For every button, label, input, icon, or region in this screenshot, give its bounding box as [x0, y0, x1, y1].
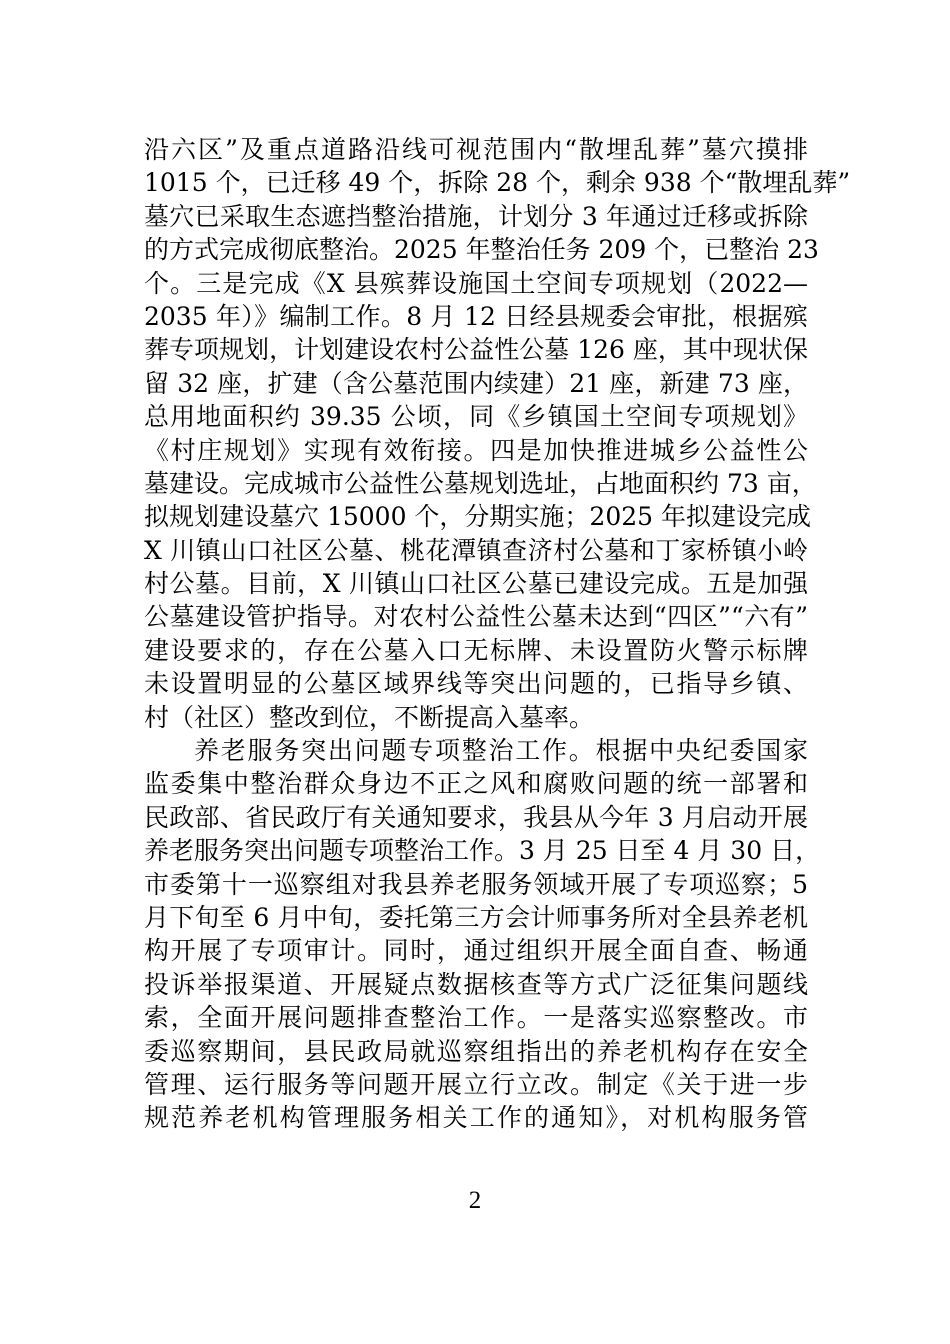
paragraph-heading-line: 养老服务突出问题专项整治工作。根据中央纪委国家 [194, 736, 808, 766]
text-line: 构开展了专项审计。同时，通过组织开展全面自查、畅通 [144, 936, 808, 966]
text-line: 葬专项规划，计划建设农村公益性公墓 126 座，其中现状保 [144, 335, 808, 365]
text-line: 的方式完成彻底整治。2025 年整治任务 209 个，已整治 23 [144, 235, 819, 265]
text-line: 监委集中整治群众身边不正之风和腐败问题的统一部署和 [144, 769, 808, 799]
text-line: 建设要求的，存在公墓入口无标牌、未设置防火警示标牌 [144, 635, 808, 665]
text-line: 《村庄规划》实现有效衔接。四是加快推进城乡公益性公 [144, 435, 808, 465]
text-line: 未设置明显的公墓区域界线等突出问题的，已指导乡镇、 [144, 669, 808, 699]
text-line: 留 32 座，扩建（含公墓范围内续建）21 座，新建 73 座， [144, 368, 808, 398]
text-line: 总用地面积约 39.35 公顷，同《乡镇国土空间专项规划》 [144, 402, 808, 432]
text-line: 村（社区）整改到位，不断提高入墓率。 [144, 702, 595, 732]
text-line: 市委第十一巡察组对我县养老服务领域开展了专项巡察；5 [144, 869, 808, 899]
text-line: 养老服务突出问题专项整治工作。3 月 25 日至 4 月 30 日， [144, 836, 821, 866]
text-line: 委巡察期间，县民政局就巡察组指出的养老机构存在安全 [144, 1036, 808, 1066]
text-line: 规范养老机构管理服务相关工作的通知》，对机构服务管 [144, 1103, 808, 1133]
text-line: 墓建设。完成城市公益性公墓规划选址，占地面积约 73 亩， [144, 468, 817, 498]
text-line: 公墓建设管护指导。对农村公益性公墓未达到“四区”“六有” [144, 602, 808, 632]
text-line: 索，全面开展问题排查整治工作。一是落实巡察整改。市 [144, 1003, 808, 1033]
text-line: 投诉举报渠道、开展疑点数据核查等方式广泛征集问题线 [144, 969, 808, 999]
text-line: 2035 年）》编制工作。8 月 12 日经县规委会审批，根据殡 [144, 301, 808, 331]
text-line: 管理、运行服务等问题开展立行立改。制定《关于进一步 [144, 1069, 808, 1099]
text-line: 沿六区”及重点道路沿线可视范围内“散埋乱葬”墓穴摸排 [144, 135, 808, 164]
text-line: 月下旬至 6 月中旬，委托第三方会计师事务所对全县养老机 [144, 902, 808, 932]
body-text [144, 133, 851, 1135]
page-number: 2 [468, 1187, 482, 1214]
text-line: 1015 个，已迁移 49 个，拆除 28 个，剩余 938 个“散埋乱葬” [144, 168, 851, 198]
text-line: 墓穴已采取生态遮挡整治措施，计划分 3 年通过迁移或拆除 [144, 201, 808, 231]
text-line: 民政部、省民政厅有关通知要求，我县从今年 3 月启动开展 [144, 802, 808, 832]
text-line: 拟规划建设墓穴 15000 个，分期实施；2025 年拟建设完成 [144, 502, 811, 532]
text-line: 个。三是完成《X 县殡葬设施国土空间专项规划（2022— [144, 268, 808, 298]
text-line: 村公墓。目前，X 川镇山口社区公墓已建设完成。五是加强 [144, 569, 808, 599]
text-line: X 川镇山口社区公墓、桃花潭镇查济村公墓和丁家桥镇小岭 [144, 535, 808, 565]
